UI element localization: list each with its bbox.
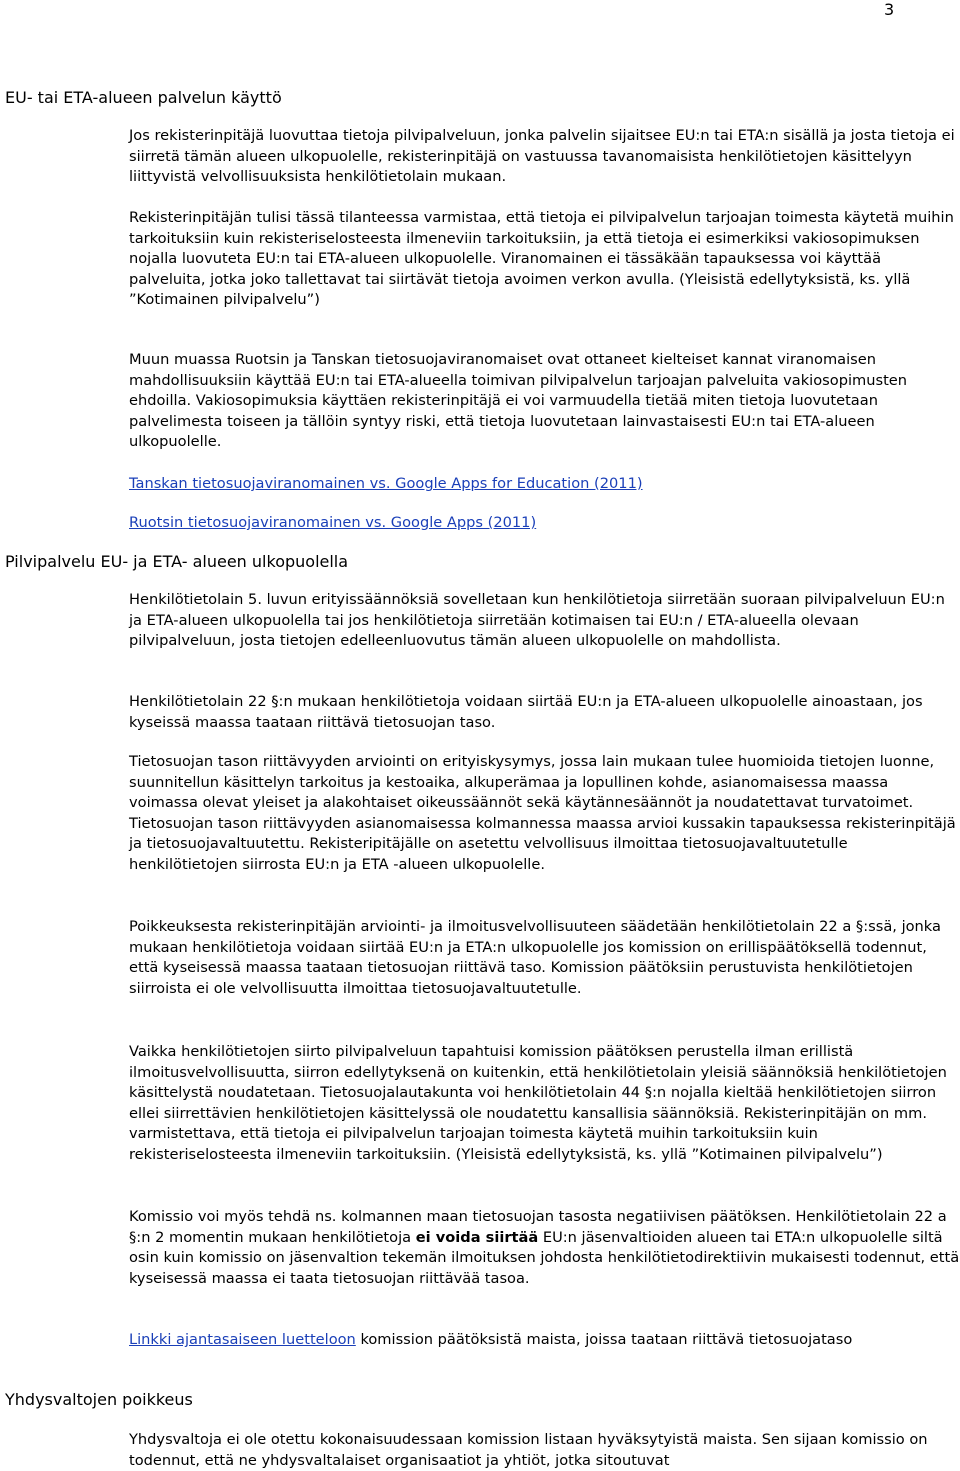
paragraph-text: komission päätöksistä maista, joissa taataan riittävä tietosuojataso [355,1331,853,1348]
paragraph: Poikkeuksesta rekisterinpitäjän arviointi- ja ilmoitusvelvollisuuteen säädetään henkilötietolain 22 a §:ssä, jonka mukaan henkilötietoja voidaan siirtää EU:n ja ETA:n ulkopuolelle jos komission on erillispäätöksellä todennut, että kyseisessä maassa taataan tietosuojan riittävä taso. Komission päätöksiin perustuvista henkilötietojen siirroista ei ole velvollisuutta ilmoittaa tietosuojavaltuutetulle. [129,918,941,997]
paragraph: Henkilötietolain 5. luvun erityissäännöksiä sovelletaan kun henkilötietoja siirretään suoraan pilvipalveluun EU:n ja ETA-alueen ulkopuolella tai jos henkilötietoja siirretään kotimaisen tai EU:n / ETA-alueella olevaan pilvipalveluun, josta tietojen edelleenluovutus tämän alueen ulkopuolelle on mahdollista. [129,591,945,650]
paragraph [129,1207,960,1289]
paragraph: Rekisterinpitäjän tulisi tässä tilanteessa varmistaa, että tietoja ei pilvipalvelun tarjoajan toimesta käytetä muihin tarkoituksiin kuin rekisteriselosteesta ilmeneviin tarkoituksiin, ja että tietoja ei esimerkiksi vakiosopimuksen nojalla luovuteta EU:n tai ETA-alueen ulkopuolelle. Viranomainen ei tässäkään tapauksessa voi käyttää palveluita, jotka joko tallettavat tai siirtävät tietoja avoimen verkon avulla. (Yleisistä edellytyksistä, ks. yllä ”Kotimainen pilvipalvelu”) [129,209,954,309]
page-number: 3 [884,0,895,19]
paragraph-text: Komissio voi myös tehdä ns. kolmannen maan tietosuojan tasosta negatiivisen päätöksen. Henkilötietolain 22 a §:n 2 momentin mukaan henkilötietoja [129,1208,947,1246]
paragraph: Tietosuojan tason riittävyyden arviointi on erityiskysymys, jossa lain mukaan tulee huomioida tietojen luonne, suunnitellun käsittelyn tarkoitus ja kestoaika, alkuperämaa ja lopullinen kohde, asianomaisessa maassa voimassa olevat yleiset ja alakohtaiset oikeussäännöt sekä käytännesäännöt ja noudatettavat turvatoimet. Tietosuojan tason riittävyyden asianomaisessa kolmannessa maassa arvioi kussakin tapauksessa rekisterinpitäjä ja tietosuojavaltuutettu. Rekisteripitäjälle on asetettu velvollisuus ilmoittaa tietosuojavaltuutetulle henkilötietojen siirrosta EU:n ja ETA -alueen ulkopuolelle. [129,753,956,873]
paragraph: Jos rekisterinpitäjä luovuttaa tietoja pilvipalveluun, jonka palvelin sijaitsee EU:n tai ETA:n sisällä ja josta tietoja ei siirretä tämän alueen ulkopuolelle, rekisterinpitäjä on vastuussa tavanomaisista henkilötietojen käsittelyyn liittyvistä velvollisuuksista henkilötietolain mukaan. [129,127,955,186]
paragraph: Henkilötietolain 22 §:n mukaan henkilötietoja voidaan siirtää EU:n ja ETA-alueen ulkopuolelle ainoastaan, jos kyseissä maassa taataan riittävä tietosuojan taso. [129,693,923,731]
link-tanska-google-apps[interactable]: Tanskan tietosuojaviranomainen vs. Google Apps for Education (2011) [129,475,643,492]
paragraph: Muun muassa Ruotsin ja Tanskan tietosuojaviranomaiset ovat ottaneet kielteiset kannat viranomaisen mahdollisuuksiin käyttää EU:n tai ETA-alueella toimivan pilvipalvelun tarjoajan palveluita vakiosopimusten ehdoilla. Vakiosopimuksia käyttäen rekisterinpitäjä ei voi varmuudella tietää miten tietoja luovutetaan palvelimesta toiseen ja tällöin syntyy riski, että tietoja luovutetaan lainvastaisesti EU:n tai ETA-alueen ulkopuolelle. [129,351,908,451]
paragraph [129,1330,960,1351]
paragraph-text: EU:n jäsenvaltioiden alueen tai ETA:n ulkopuolelle siltä osin kuin komissio on jäsenvaltion tekemän ilmoituksen johdosta henkilötietodirektiivin mukaisesti todennut, että kyseisessä maassa ei taata tietosuojan riittävää tasoa. [129,1228,960,1287]
section-heading-usa: Yhdysvaltojen poikkeus [5,1390,193,1409]
link-ajantasainen-luettelo[interactable]: Linkki ajantasaiseen luetteloon [129,1331,356,1348]
section-heading-outside-eu: Pilvipalvelu EU- ja ETA- alueen ulkopuolella [5,552,349,571]
emphasis-text: ei voida siirtää [415,1228,539,1246]
paragraph: Vaikka henkilötietojen siirto pilvipalveluun tapahtuisi komission päätöksen perustella ilman erillistä ilmoitusvelvollisuutta, siirron edellytyksenä on kuitenkin, että henkilötietolain yleisiä säännöksiä henkilötietojen käsittelystä noudatetaan. Tietosuojalautakunta voi henkilötietolain 44 §:n nojalla kieltää henkilötietojen siirron ellei siirrettävien henkilötietojen käsittelyssä ole noudatettu kansallisia säännöksiä. Rekisterinpitäjän on mm. varmistettava, että tietoja ei pilvipalvelun tarjoajan toimesta käytetä muihin tarkoituksiin kuin rekisteriselosteesta ilmeneviin tarkoituksiin. (Yleisistä edellytyksistä, ks. yllä ”Kotimainen pilvipalvelu”) [129,1043,947,1163]
section-heading-eu-eta: EU- tai ETA-alueen palvelun käyttö [5,88,282,107]
link-ruotsi-google-apps[interactable]: Ruotsin tietosuojaviranomainen vs. Google Apps (2011) [129,514,537,531]
paragraph: Yhdysvaltoja ei ole otettu kokonaisuudessaan komission listaan hyväksytyistä maista. Sen sijaan komissio on todennut, että ne yhdysvaltalaiset organisaatiot ja yhtiöt, jotka sitoutuvat [129,1431,928,1469]
